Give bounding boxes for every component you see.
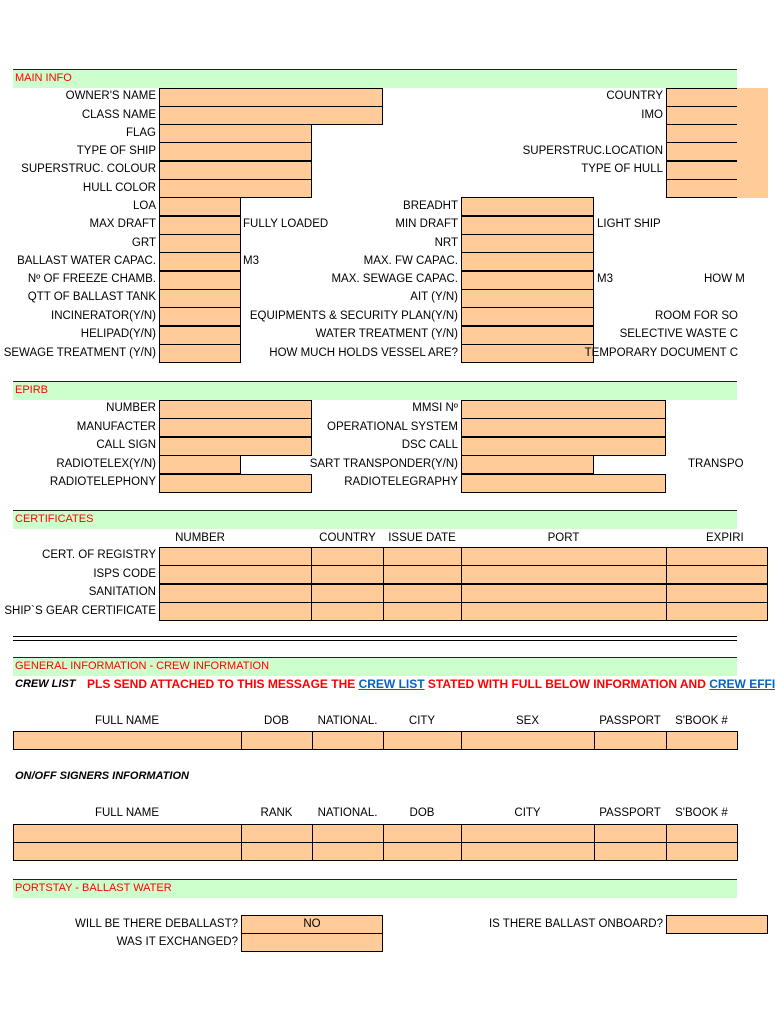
ait-field[interactable]	[461, 289, 594, 308]
cert-col-issue-date: ISSUE DATE	[388, 532, 456, 544]
signers-title: ON/OFF SIGNERS INFORMATION	[15, 770, 189, 782]
crew-message-part1: PLS SEND ATTACHED TO THIS MESSAGE THE	[87, 677, 359, 691]
cert-expiry-cell[interactable]	[666, 584, 768, 603]
epirb-number-label: NUMBER	[106, 402, 156, 414]
sewage-treatment-field[interactable]	[159, 344, 241, 363]
section-certificates	[13, 510, 737, 529]
signers-cell[interactable]	[241, 824, 313, 843]
sewage-treatment-label: SEWAGE TREATMENT (Y/N)	[3, 347, 156, 359]
helipad-field[interactable]	[159, 326, 241, 345]
cert-col-expiry: EXPIRI	[706, 532, 744, 544]
flag-field[interactable]	[159, 124, 312, 143]
deballast-label: WILL BE THERE DEBALLAST?	[75, 918, 238, 930]
right-overflow-fill	[737, 88, 768, 198]
sart-field[interactable]	[461, 455, 594, 474]
freeze-chamb-field[interactable]	[159, 271, 241, 290]
superstruc-colour-field[interactable]	[159, 161, 312, 180]
max-fw-capac-field[interactable]	[461, 252, 594, 271]
signers-col-header: CITY	[514, 807, 541, 819]
ballast-onboard-label: IS THERE BALLAST ONBOARD?	[488, 918, 663, 930]
crew-col-header: SEX	[515, 715, 539, 727]
signers-col-header: NATIONAL.	[317, 807, 378, 819]
manufacter-field[interactable]	[159, 418, 312, 437]
cert-port-cell[interactable]	[461, 547, 667, 566]
light-ship-unit: LIGHT SHIP	[597, 218, 661, 230]
signers-cell[interactable]	[594, 842, 667, 861]
radiotelephony-field[interactable]	[159, 474, 312, 493]
sart-label: SART TRANSPONDER(Y/N)	[309, 458, 458, 470]
cert-country-cell[interactable]	[311, 584, 384, 603]
radiotelephony-label: RADIOTELEPHONY	[49, 476, 156, 488]
country-label: COUNTRY	[606, 90, 663, 102]
min-draft-field[interactable]	[461, 216, 594, 235]
operational-system-field[interactable]	[461, 418, 666, 437]
cert-issue-cell[interactable]	[383, 547, 462, 566]
crew-cell[interactable]	[241, 731, 313, 750]
loa-field[interactable]	[159, 197, 241, 216]
qtt-ballast-tank-field[interactable]	[159, 289, 241, 308]
max-fw-capac-label: MAX. FW CAPAC.	[363, 255, 458, 267]
grt-field[interactable]	[159, 234, 241, 253]
cert-row-label: SANITATION	[88, 586, 156, 598]
cert-expiry-cell[interactable]	[666, 547, 768, 566]
cert-row-label: CERT. OF REGISTRY	[42, 549, 156, 561]
signers-cell[interactable]	[666, 842, 738, 861]
section-title: GENERAL INFORMATION - CREW INFORMATION	[15, 660, 270, 672]
crew-col-header: DOB	[264, 715, 289, 727]
mmsi-label: MMSI Nº	[412, 402, 458, 414]
crew-cell[interactable]	[312, 731, 384, 750]
superstruc-colour-label: SUPERSTRUC. COLOUR	[21, 163, 156, 175]
dsc-call-label: DSC CALL	[401, 439, 458, 451]
m3-unit-b: M3	[597, 273, 613, 285]
incinerator-field[interactable]	[159, 307, 241, 326]
flag-label: FLAG	[125, 127, 156, 139]
section-main-info	[13, 69, 737, 88]
cert-row-label: SHIP`S GEAR CERTIFICATE	[4, 605, 156, 617]
call-sign-field[interactable]	[159, 437, 312, 456]
signers-cell[interactable]	[383, 842, 462, 861]
section-title: PORTSTAY - BALLAST WATER	[15, 882, 172, 894]
cert-col-port: PORT	[547, 532, 580, 544]
nrt-label: NRT	[434, 237, 458, 249]
cert-issue-cell[interactable]	[383, 602, 462, 621]
crew-col-header: NATIONAL.	[317, 715, 378, 727]
crew-cell[interactable]	[13, 731, 242, 750]
selective-waste-label: SELECTIVE WASTE C	[619, 328, 738, 340]
min-draft-label: MIN DRAFT	[395, 218, 458, 230]
type-of-ship-label: TYPE OF SHIP	[76, 145, 156, 157]
signers-col-header: FULL NAME	[94, 807, 160, 819]
radiotelex-field[interactable]	[159, 455, 241, 474]
cert-col-country: COUNTRY	[319, 532, 376, 544]
m3-unit: M3	[243, 255, 259, 267]
signers-col-header: DOB	[409, 807, 435, 819]
radiotelegraphy-field[interactable]	[461, 474, 666, 493]
class-name-field[interactable]	[159, 106, 383, 125]
separator-line	[13, 640, 737, 641]
ballast-onboard-field[interactable]	[666, 915, 768, 934]
cert-number-cell[interactable]	[159, 584, 312, 603]
freeze-chamb-label: Nº OF FREEZE CHAMB.	[27, 273, 156, 285]
crew-message	[87, 677, 775, 691]
cert-number-cell[interactable]	[159, 547, 312, 566]
cert-country-cell[interactable]	[311, 602, 384, 621]
hull-color-label: HULL COLOR	[82, 182, 156, 194]
crew-cell[interactable]	[383, 731, 462, 750]
crew-message-part2: STATED WITH FULL BELOW INFORMATION AND	[424, 677, 710, 691]
imo-label: IMO	[641, 109, 663, 121]
cert-port-cell[interactable]	[461, 584, 667, 603]
section-epirb	[13, 381, 737, 400]
exchanged-field[interactable]	[241, 933, 383, 952]
signers-cell[interactable]	[594, 824, 667, 843]
signers-col-header: S'BOOK #	[675, 807, 728, 819]
crew-list-label: CREW LIST	[15, 678, 76, 690]
signers-cell[interactable]	[312, 824, 384, 843]
type-of-hull-label: TYPE OF HULL	[581, 163, 663, 175]
exchanged-label: WAS IT EXCHANGED?	[116, 936, 238, 948]
superstruc-location-label: SUPERSTRUC.LOCATION	[522, 145, 663, 157]
crew-effects-link[interactable]: CREW EFFI	[709, 677, 775, 691]
room-for-label: ROOM FOR SO	[654, 310, 738, 322]
crew-col-header: FULL NAME	[94, 715, 160, 727]
qtt-ballast-tank-label: QTT OF BALLAST TANK	[27, 291, 156, 303]
radiotelex-label: RADIOTELEX(Y/N)	[56, 458, 156, 470]
cert-port-cell[interactable]	[461, 565, 667, 584]
cert-country-cell[interactable]	[311, 565, 384, 584]
max-sewage-capac-label: MAX. SEWAGE CAPAC.	[331, 273, 458, 285]
section-title: CERTIFICATES	[15, 513, 94, 525]
ballast-water-capac-field[interactable]	[159, 252, 241, 271]
signers-cell[interactable]	[312, 842, 384, 861]
hull-color-field[interactable]	[159, 179, 312, 198]
section-title: MAIN INFO	[15, 72, 72, 84]
cert-country-cell[interactable]	[311, 547, 384, 566]
owners-name-field[interactable]	[159, 88, 383, 107]
temporary-document-label: TEMPORARY DOCUMENT C	[584, 347, 738, 359]
separator-line	[13, 636, 737, 637]
water-treatment-field[interactable]	[461, 326, 594, 345]
signers-cell[interactable]	[383, 824, 462, 843]
how-m-label: HOW M	[704, 273, 745, 285]
signers-cell[interactable]	[241, 842, 313, 861]
crew-cell[interactable]	[594, 731, 667, 750]
ait-label: AIT (Y/N)	[410, 291, 458, 303]
loa-label: LOA	[132, 200, 156, 212]
transpo-label: TRANSPO	[688, 458, 744, 470]
ballast-water-capac-label: BALLAST WATER CAPAC.	[17, 255, 156, 267]
cert-port-cell[interactable]	[461, 602, 667, 621]
crew-col-header: PASSPORT	[599, 715, 661, 727]
grt-label: GRT	[131, 237, 156, 249]
cert-number-cell[interactable]	[159, 602, 312, 621]
cert-col-number: NUMBER	[175, 532, 225, 544]
call-sign-label: CALL SIGN	[96, 439, 156, 451]
signers-col-header: PASSPORT	[599, 807, 661, 819]
cert-number-cell[interactable]	[159, 565, 312, 584]
section-title: EPIRB	[15, 384, 49, 396]
type-of-ship-field[interactable]	[159, 142, 312, 161]
cert-issue-cell[interactable]	[383, 584, 462, 603]
operational-system-label: OPERATIONAL SYSTEM	[327, 421, 458, 433]
cert-expiry-cell[interactable]	[666, 602, 768, 621]
signers-cell[interactable]	[13, 824, 242, 843]
cert-row-label: ISPS CODE	[93, 568, 156, 580]
signers-col-header: RANK	[260, 807, 293, 819]
crew-col-header: S'BOOK #	[675, 715, 728, 727]
max-sewage-capac-field[interactable]	[461, 271, 594, 290]
manufacter-label: MANUFACTER	[76, 421, 156, 433]
nrt-field[interactable]	[461, 234, 594, 253]
crew-col-header: CITY	[408, 715, 436, 727]
incinerator-label: INCINERATOR(Y/N)	[51, 310, 156, 322]
cert-issue-cell[interactable]	[383, 565, 462, 584]
radiotelegraphy-label: RADIOTELEGRAPHY	[344, 476, 458, 488]
epirb-number-field[interactable]	[159, 400, 312, 419]
fully-loaded-unit: FULLY LOADED	[243, 218, 329, 230]
equip-security-label: EQUIPMENTS & SECURITY PLAN(Y/N)	[249, 310, 458, 322]
equip-security-field[interactable]	[461, 307, 594, 326]
signers-cell[interactable]	[666, 824, 738, 843]
crew-cell[interactable]	[666, 731, 738, 750]
how-much-holds-label: HOW MUCH HOLDS VESSEL ARE?	[269, 347, 458, 359]
section-portstay	[13, 879, 737, 898]
crew-cell[interactable]	[461, 731, 595, 750]
signers-cell[interactable]	[13, 842, 242, 861]
signers-cell[interactable]	[461, 824, 595, 843]
max-draft-field[interactable]	[159, 216, 241, 235]
breadht-label: BREADHT	[403, 200, 458, 212]
helipad-label: HELIPAD(Y/N)	[80, 328, 156, 340]
class-name-label: CLASS NAME	[81, 109, 156, 121]
mmsi-field[interactable]	[461, 400, 666, 419]
dsc-call-field[interactable]	[461, 437, 666, 456]
section-crew-info	[13, 657, 737, 676]
crew-list-link[interactable]: CREW LIST	[358, 677, 425, 691]
cert-expiry-cell[interactable]	[666, 565, 768, 584]
max-draft-label: MAX DRAFT	[89, 218, 156, 230]
signers-cell[interactable]	[461, 842, 595, 861]
breadht-field[interactable]	[461, 197, 594, 216]
deballast-field[interactable]: NO	[241, 915, 383, 934]
owners-name-label: OWNER'S NAME	[65, 90, 156, 102]
how-much-holds-field[interactable]	[461, 344, 594, 363]
water-treatment-label: WATER TREATMENT (Y/N)	[315, 328, 458, 340]
